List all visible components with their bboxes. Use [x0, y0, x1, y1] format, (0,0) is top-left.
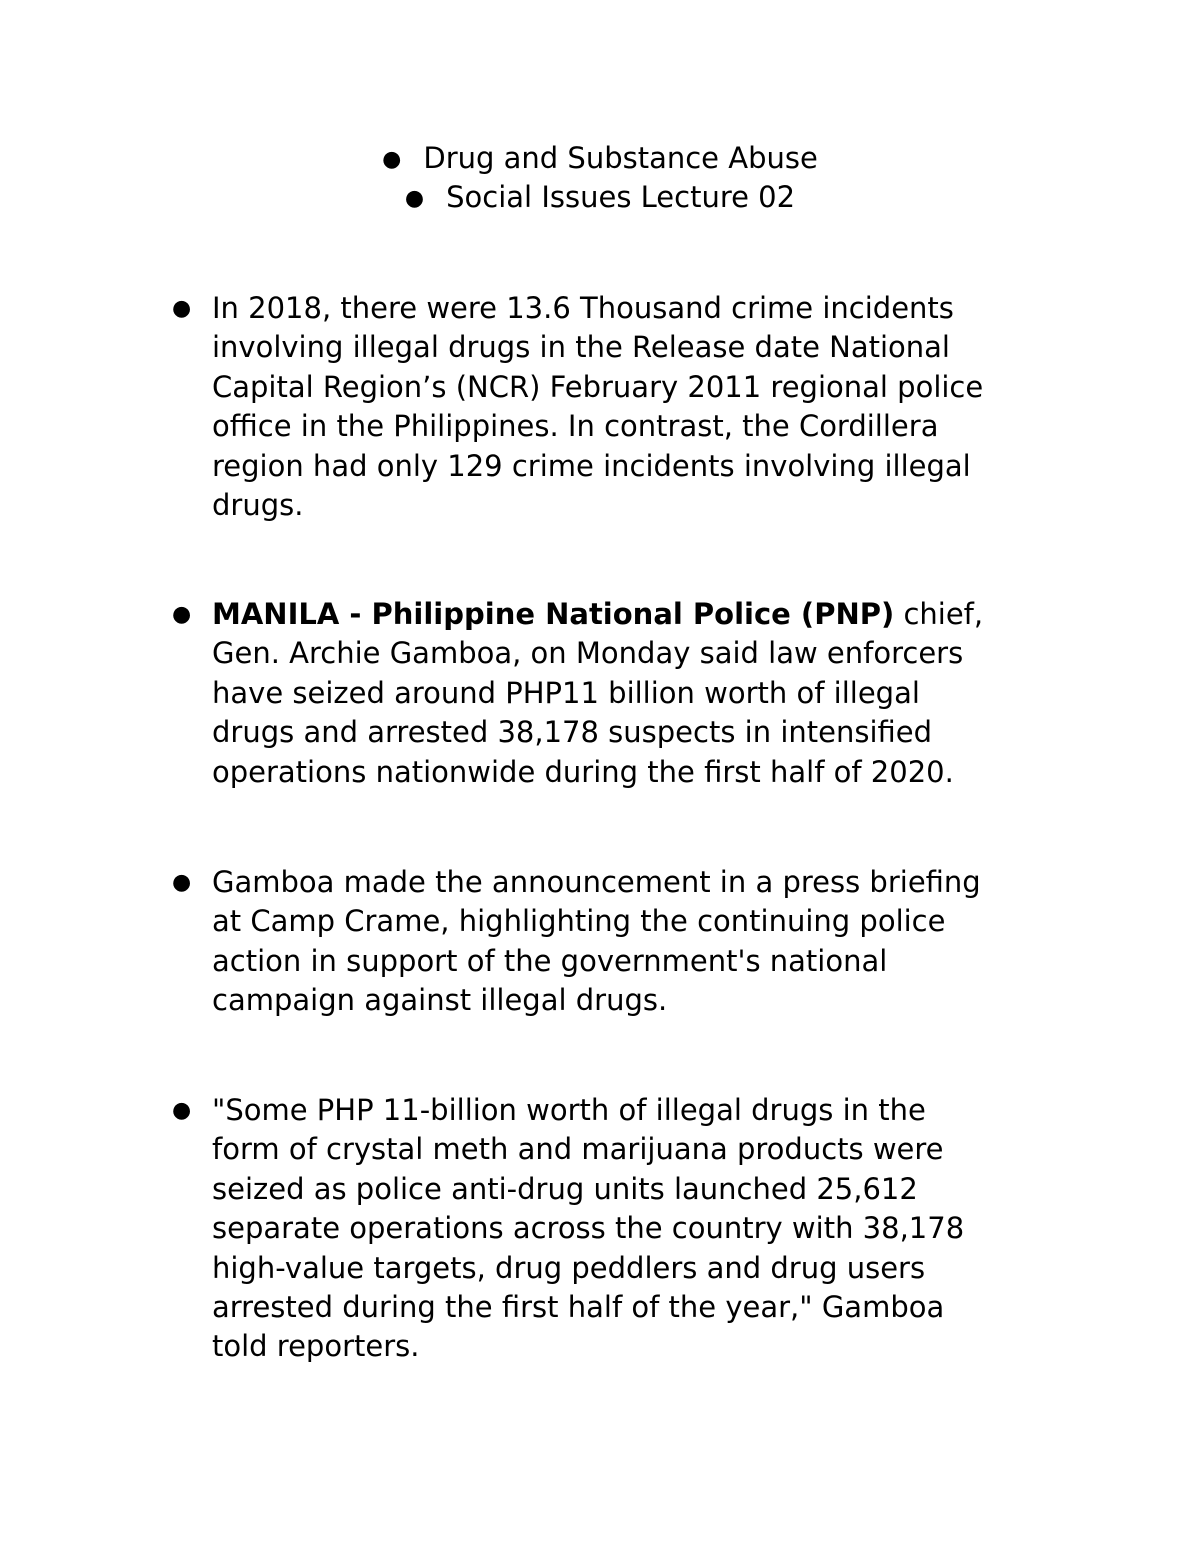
paragraph-line: have seized around PHP11 billion worth of illegal [212, 675, 920, 710]
paragraph-gamboa-quote [172, 1091, 1072, 1367]
document-title [0, 139, 1200, 178]
paragraph-line: drugs and arrested 38,178 suspects in intensified [212, 715, 933, 750]
paragraph-line: told reporters. [212, 1329, 420, 1364]
paragraph-line: high-value targets, drug peddlers and drug users [212, 1250, 926, 1285]
paragraph-press-briefing [172, 863, 1072, 1021]
lead-rest-text: chief, [894, 597, 984, 631]
paragraph-line: drugs. [212, 488, 304, 523]
bullet-icon: ● [382, 147, 402, 172]
bold-lead-text: MANILA - Philippine National Police (PNP) [212, 597, 895, 631]
paragraph-line: "Some PHP 11-billion worth of illegal drugs in the [212, 1093, 926, 1127]
paragraph-crime-incidents [172, 289, 1072, 525]
paragraph-line: arrested during the first half of the year," Gamboa [212, 1290, 945, 1325]
paragraph-line: action in support of the government's national [212, 943, 888, 978]
bullet-icon: ● [172, 602, 192, 627]
paragraph-line: at Camp Crame, highlighting the continuing police [212, 904, 946, 939]
paragraph-line: Gamboa made the announcement in a press briefing [212, 865, 981, 899]
title-bullet-list [0, 139, 1200, 217]
bullet-icon: ● [172, 870, 192, 895]
paragraph-line: campaign against illegal drugs. [212, 983, 668, 1018]
paragraph-line: involving illegal drugs in the Release date National [212, 330, 950, 365]
bullet-icon: ● [172, 1098, 192, 1123]
paragraph-pnp-seizure [172, 595, 1072, 792]
paragraph-line: seized as police anti-drug units launched 25,612 [212, 1171, 918, 1206]
paragraph-line: form of crystal meth and marijuana products were [212, 1132, 944, 1167]
paragraph-lead-line [212, 595, 1072, 634]
subtitle-text: Social Issues Lecture 02 [446, 180, 796, 214]
paragraph-line: operations nationwide during the first half of 2020. [212, 754, 954, 789]
paragraph-line: office in the Philippines. In contrast, the Cordillera [212, 409, 939, 444]
paragraph-line: Gen. Archie Gamboa, on Monday said law enforcers [212, 636, 964, 671]
paragraph-line: Capital Region’s (NCR) February 2011 regional police [212, 369, 984, 404]
bullet-icon: ● [172, 296, 192, 321]
bullet-icon: ● [404, 186, 425, 211]
paragraph-line: In 2018, there were 13.6 Thousand crime incidents [212, 291, 954, 325]
title-text: Drug and Substance Abuse [423, 141, 818, 175]
paragraph-line: region had only 129 crime incidents involving illegal [212, 448, 971, 483]
paragraph-line: separate operations across the country with 38,178 [212, 1211, 965, 1246]
document-subtitle [0, 178, 1200, 217]
